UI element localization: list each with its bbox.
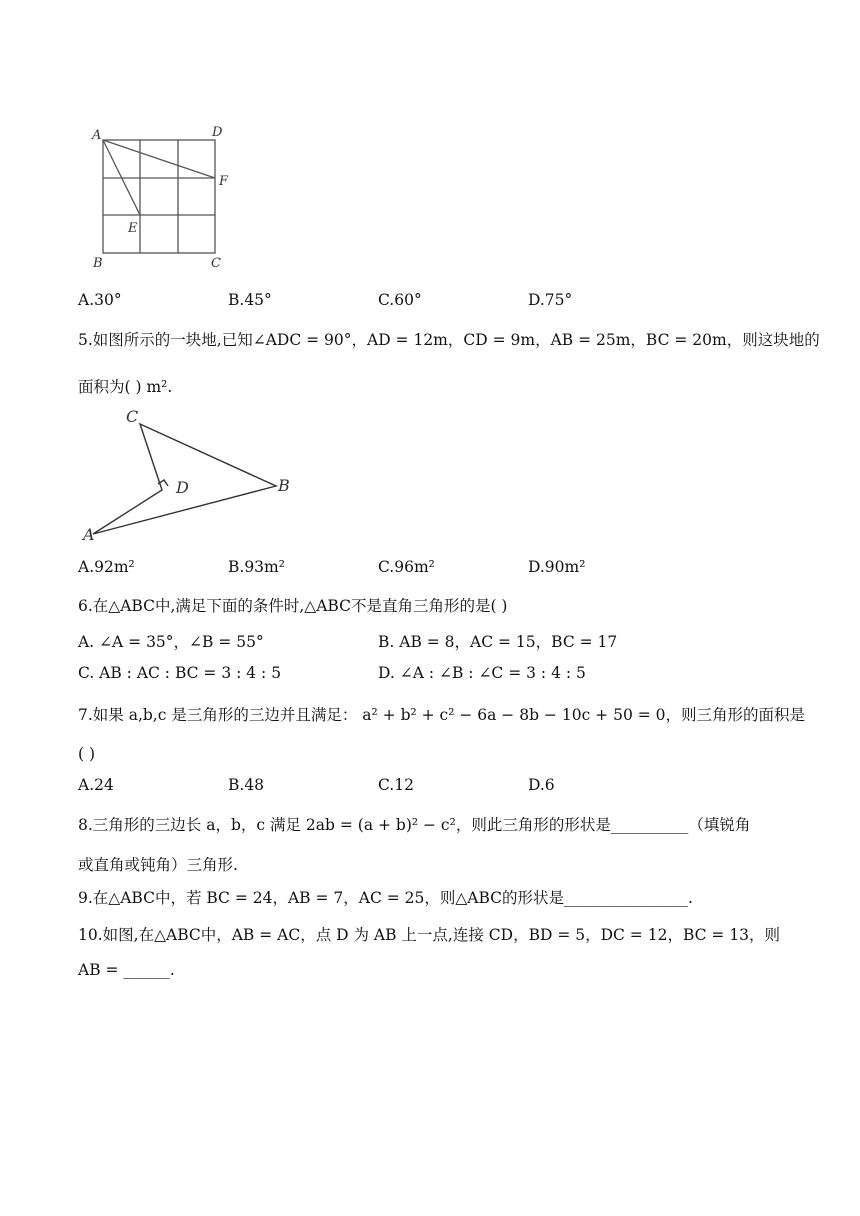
- label-A: A: [92, 128, 102, 143]
- option-c: C.96m²: [378, 558, 435, 576]
- option-a: A.92m²: [78, 558, 135, 576]
- option-b: B.48: [228, 776, 265, 794]
- q5-line2: 面积为( ) m².: [78, 378, 173, 396]
- option-a: A.30°: [78, 291, 122, 309]
- label-D: D: [212, 125, 223, 140]
- option-d: D. ∠A : ∠B : ∠C = 3 : 4 : 5: [378, 664, 586, 682]
- q8-line2: 或直角或钝角）三角形.: [78, 856, 238, 874]
- grid-figure: [88, 122, 238, 272]
- option-d: D.75°: [528, 291, 573, 309]
- q10-line1: 10.如图,在△ABC中，AB = AC，点 D 为 AB 上一点,连接 CD，BD = 5，DC = 12，BC = 13，则: [78, 926, 781, 944]
- quadrilateral-figure: [78, 404, 298, 544]
- label-A: A: [83, 525, 95, 544]
- q8-line1: 8.三角形的三边长 a，b，c 满足 2ab = (a + b)² − c²，则此三角形的形状是__________（填锐角: [78, 816, 751, 834]
- q6-stem: 6.在△ABC中,满足下面的条件时,△ABC不是直角三角形的是( ): [78, 597, 508, 615]
- option-a: A.24: [78, 776, 114, 794]
- q7-line1: 7.如果 a,b,c 是三角形的三边并且满足： a² + b² + c² − 6a − 8b − 10c + 50 = 0，则三角形的面积是: [78, 706, 806, 724]
- option-d: D.90m²: [528, 558, 586, 576]
- q5-line1: 5.如图所示的一块地,已知∠ADC = 90°，AD = 12m，CD = 9m，AB = 25m，BC = 20m，则这块地的: [78, 331, 820, 349]
- label-B: B: [93, 256, 103, 271]
- option-b: B.93m²: [228, 558, 285, 576]
- q10-line2: AB = ______.: [78, 961, 175, 979]
- option-d: D.6: [528, 776, 555, 794]
- label-E: E: [128, 221, 138, 236]
- option-a: A. ∠A = 35°，∠B = 55°: [78, 633, 264, 651]
- q9-line1: 9.在△ABC中，若 BC = 24，AB = 7，AC = 25，则△ABC的形状是________________.: [78, 889, 693, 907]
- option-b: B. AB = 8，AC = 15，BC = 17: [378, 633, 618, 651]
- q7-line2: ( ): [78, 745, 96, 763]
- label-F: F: [219, 174, 229, 189]
- option-c: C. AB : AC : BC = 3 : 4 : 5: [78, 664, 282, 682]
- option-c: C.60°: [378, 291, 422, 309]
- label-C: C: [126, 407, 139, 426]
- label-C: C: [211, 256, 221, 271]
- option-c: C.12: [378, 776, 414, 794]
- label-B: B: [278, 476, 290, 495]
- label-D: D: [176, 478, 189, 497]
- option-b: B.45°: [228, 291, 272, 309]
